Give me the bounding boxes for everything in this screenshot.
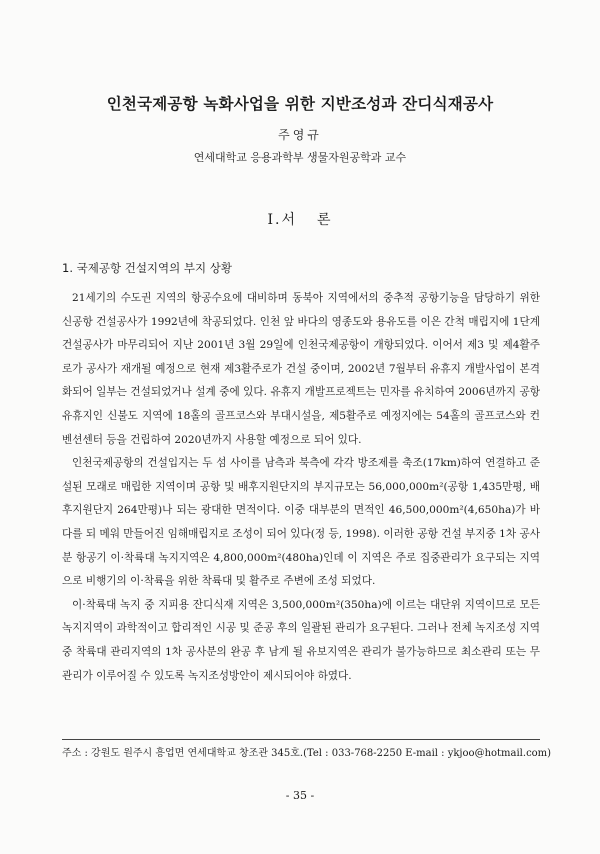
paper-title: 인천국제공항 녹화사업을 위한 지반조성과 잔디식재공사 [106, 95, 494, 113]
page-number: - 35 - [285, 789, 315, 802]
section-label-a: 서 [281, 212, 297, 228]
section-label-b: 론 [316, 212, 333, 228]
footnote-divider [62, 739, 540, 740]
subsection-heading: 1. 국제공항 건설지역의 부지 상황 [62, 261, 233, 275]
body-text [62, 287, 540, 688]
section-heading [0, 209, 600, 229]
footnote: 주소 : 강원도 원주시 흥업면 연세대학교 창조관 345호.(Tel : 033-768-2250 E-mail : ykjoo@hotmail.com) [62, 748, 552, 759]
paragraph: 이·착륙대 녹지 중 지피용 잔디식재 지역은 3,500,000m²(350ha)에 이르는 대단위 지역이므로 모든 녹지지역이 과학적이고 합리적인 시공 및 준공 후의 일괄된 관리가 요구된다. 그러나 전체 녹지조성 지역 중 착륙대 관리지역의 1차 공사분의 완공 후 남게 될 유보지역은 관리가 불가능하므로 최소관리 또는 무관리가 이루어질 수 있도록 녹지조성방안이 제시되어야 하였다. [62, 598, 540, 682]
author-name: 주영규 [278, 128, 322, 142]
paragraph: 인천국제공항의 건설입지는 두 섬 사이를 남측과 북측에 각각 방조제를 축조(17km)하여 연결하고 준설된 모래로 매립한 지역이며 공항 및 배후지원단지의 부지규모는 56,000,000m²(공항 1,435만평, 배후지원단지 264만평)나 되는 광대한 면적이다. 이중 대부분의 면적인 46,500,000m²(4,650ha)가 바다를 되 메워 만들어진 임해매립지로 조성이 되어 있다(정 등, 1998). 이러한 공항 건설 부지중 1차 공사분 항공기 이·착륙대 녹지지역은 4,800,000m²(480ha)인데 이 지역은 주로 집중관리가 요구되는 지역으로 비행기의 이·착륙을 위한 착륙대 및 활주로 주변에 조성 되었다. [62, 457, 540, 588]
author-affiliation: 연세대학교 응용과학부 생물자원공학과 교수 [193, 151, 407, 164]
paragraph: 21세기의 수도권 지역의 항공수요에 대비하며 동북아 지역에서의 중추적 공항기능을 담당하기 위한 신공항 건설공사가 1992년에 착공되었다. 인천 앞 바다의 영종도와 용유도를 이은 간척 매립지에 1단계 건설공사가 마무리되어 지난 2001년 3월 29일에 인천국제공항이 개항되었다. 이어서 제3 및 제4활주로가 공사가 재개될 예정으로 현재 제3활주로가 건설 중이며, 2002년 7월부터 유휴지 개발사업이 본격화되어 일부는 건설되었거나 설계 중에 있다. 유휴지 개발프로젝트는 민자를 유치하여 2006년까지 공항 유휴지인 신불도 지역에 18홀의 골프코스와 부대시설을, 제5활주로 예정지에는 54홀의 골프코스와 컨벤션센터 등을 건립하여 2020년까지 사용할 예정으로 되어 있다. [62, 292, 540, 446]
section-number: Ⅰ. [267, 212, 282, 228]
